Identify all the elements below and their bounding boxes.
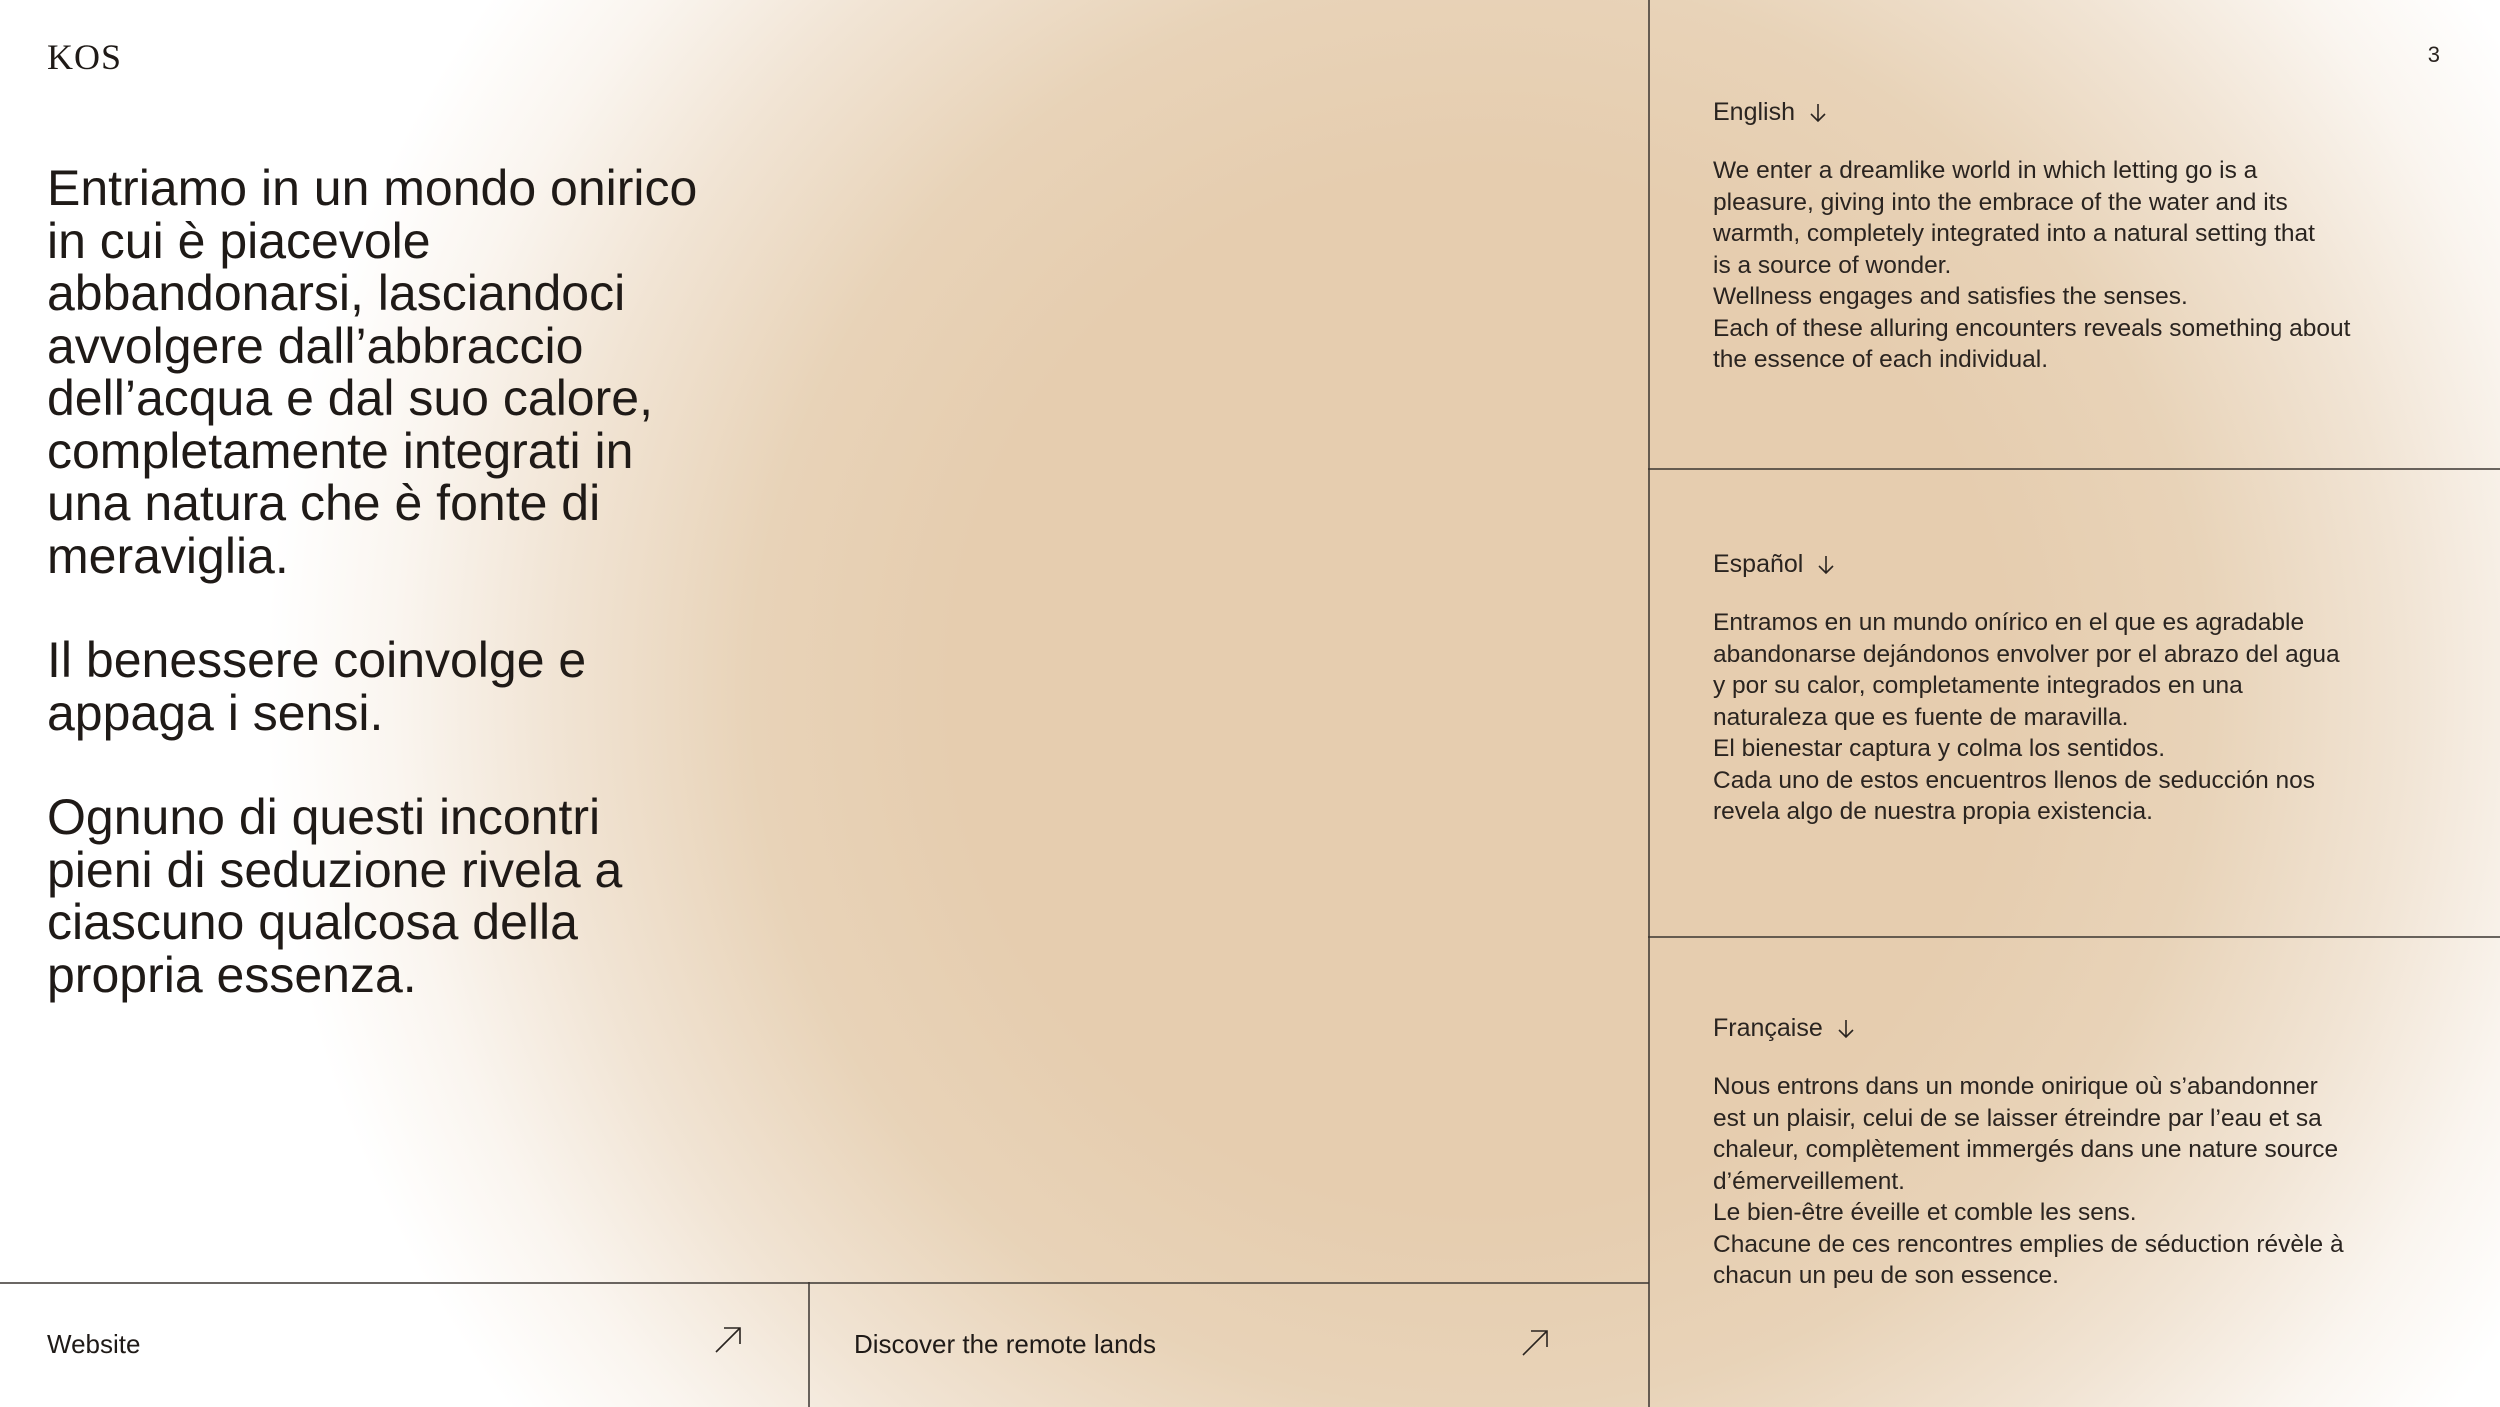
vertical-divider [1648, 0, 1650, 1407]
francaise-paragraph: Nous entrons dans un monde onirique où s’abandonner est un plaisir, celui de se laisser étreindre par l’eau et sa chaleur, complètement immergés dans une nature source d’émerveillement. Le bien-être éveille et comble les sens. Chacune de ces rencontres emplies de séduction révèle à chacun un peu de son essence. [1713, 1073, 2344, 1289]
espanol-text [1713, 607, 2403, 828]
footer-split-divider [808, 1282, 810, 1407]
section-divider [1648, 468, 2500, 470]
website-label: Website [47, 1329, 141, 1359]
english-section [1713, 98, 2403, 376]
espanol-section [1713, 550, 2403, 828]
main-paragraph: Ognuno di questi incontri pieni di seduzione rivela a ciascuno qualcosa della propria essenza. [47, 789, 623, 1003]
english-toggle[interactable] [1713, 98, 2403, 127]
arrow-down-icon [1815, 553, 1837, 577]
discover-label: Discover the remote lands [854, 1329, 1157, 1359]
footer-links [0, 1282, 1649, 1407]
website-link[interactable] [47, 1282, 747, 1407]
arrow-down-icon [1807, 101, 1829, 125]
francaise-label: Française [1713, 1014, 1823, 1042]
espanol-toggle[interactable] [1713, 550, 2403, 579]
arrow-up-right-icon [712, 1324, 744, 1356]
discover-link[interactable] [854, 1282, 1554, 1407]
main-paragraph: Il benessere coinvolge e appaga i sensi. [47, 632, 587, 741]
francaise-section [1713, 1014, 2403, 1292]
brand-logo[interactable]: KOS [47, 37, 123, 77]
espanol-label: Español [1713, 550, 1804, 578]
main-paragraph: Entriamo in un mondo onirico in cui è piacevole abbandonarsi, lasciandoci avvolgere dall’abbraccio dell’acqua e dal suo calore, completamente integrati in una natura che è fonte di meraviglia. [47, 160, 698, 584]
english-label: English [1713, 98, 1795, 126]
main-italian-text [47, 162, 707, 1053]
english-paragraph: We enter a dreamlike world in which letting go is a pleasure, giving into the embrace of the water and its warmth, completely integrated into a natural setting that is a source of wonder. Wellness engages and satisfies the senses. Each of these alluring encounters reveals something about the essence of each individual. [1713, 157, 2351, 373]
arrow-down-icon [1835, 1017, 1857, 1041]
page-number: 3 [2427, 42, 2440, 67]
section-divider [1648, 936, 2500, 938]
francaise-toggle[interactable] [1713, 1014, 2403, 1043]
espanol-paragraph: Entramos en un mundo onírico en el que es agradable abandonarse dejándonos envolver por el abrazo del agua y por su calor, completamente integrados en una naturaleza que es fuente de maravilla. El bienestar captura y colma los sentidos. Cada uno de estos encuentros llenos de seducción nos revela algo de nuestra propia existencia. [1713, 609, 2340, 825]
english-text [1713, 155, 2403, 376]
francaise-text [1713, 1071, 2403, 1292]
arrow-up-right-icon [1519, 1327, 1551, 1359]
